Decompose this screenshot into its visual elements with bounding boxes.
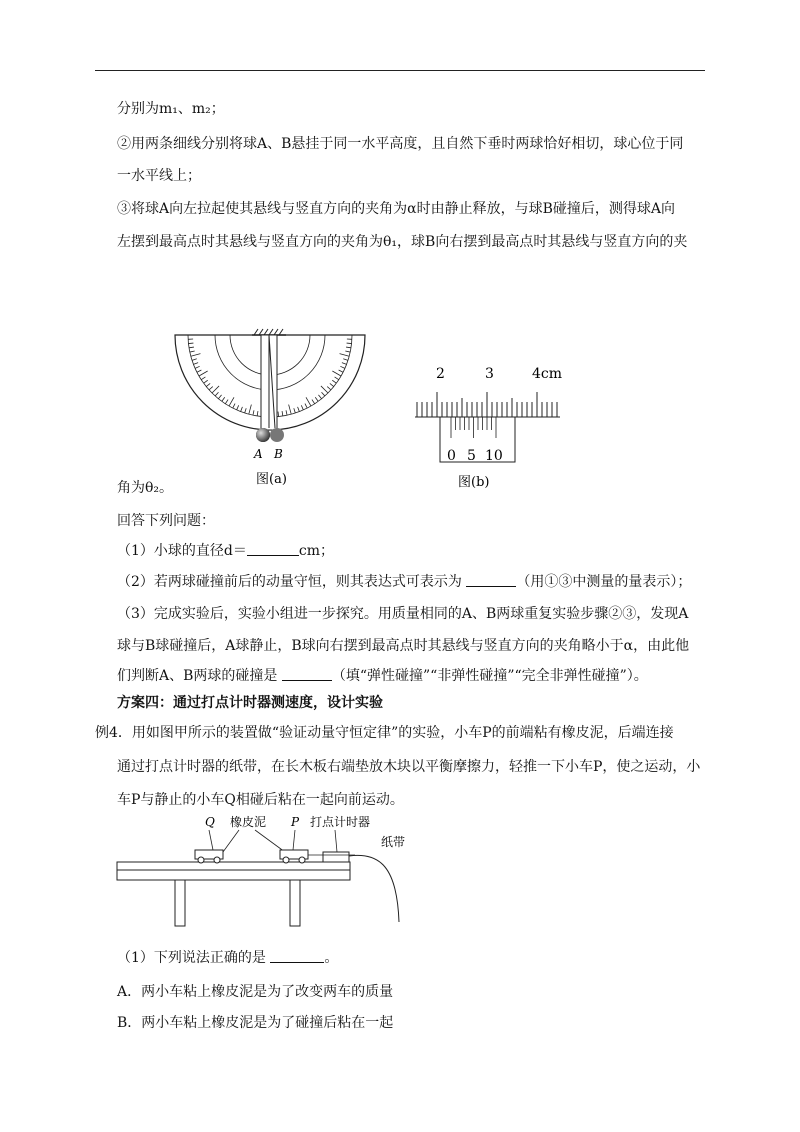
question-3-line-3 bbox=[117, 665, 648, 685]
scale-label-2: 2 bbox=[436, 366, 445, 382]
protractor-tick bbox=[298, 407, 300, 412]
protractor-tick bbox=[192, 359, 197, 361]
example-line-1: 例4．用如图甲所示的装置做“验证动量守恒定律”的实验，小车P的前端粘有橡皮泥，后端连接 bbox=[95, 725, 674, 741]
question-1-pre: （1）小球的直径d＝ bbox=[117, 543, 247, 559]
question-1 bbox=[117, 540, 334, 560]
protractor-tick bbox=[340, 366, 345, 368]
question-2 bbox=[117, 571, 691, 591]
example-line-3: 车P与静止的小车Q相碰后粘在一起向前运动。 bbox=[117, 792, 404, 808]
answer-blank-4[interactable] bbox=[270, 950, 324, 963]
caption-a: 图(a) bbox=[256, 472, 287, 487]
text-line-1: 分别为m₁、m₂； bbox=[117, 101, 225, 117]
text-line-5: 左摆到最高点时其悬线与竖直方向的夹角为θ₁，球B向右摆到最高点时其悬线与竖直方向的夹 bbox=[117, 234, 688, 250]
caption-b: 图(b) bbox=[458, 475, 490, 490]
protractor-tick bbox=[327, 387, 331, 390]
label-b: B bbox=[274, 447, 283, 461]
protractor-tick bbox=[257, 411, 258, 416]
protractor-tick bbox=[347, 343, 352, 344]
protractor-tick bbox=[315, 397, 318, 401]
protractor-tick bbox=[241, 407, 243, 412]
option-a: A．两小车粘上橡皮泥是为了改变两车的质量 bbox=[117, 984, 394, 1000]
protractor-tick bbox=[322, 392, 325, 396]
protractor-tick bbox=[294, 408, 296, 413]
label-p: P bbox=[291, 815, 300, 829]
protractor-tick bbox=[222, 397, 225, 401]
ball-b bbox=[270, 428, 284, 442]
protractor-tick bbox=[339, 370, 343, 372]
protractor-tick bbox=[289, 405, 292, 415]
protractor-tick bbox=[253, 410, 254, 415]
protractor-tick bbox=[245, 408, 247, 413]
option-b: B．两小车粘上橡皮泥是为了碰撞后粘在一起 bbox=[117, 1015, 394, 1031]
figure-a-protractor bbox=[170, 325, 370, 490]
answer-blank-2[interactable] bbox=[466, 574, 516, 587]
protractor-tick bbox=[346, 347, 351, 348]
figure-b-vernier bbox=[410, 362, 570, 492]
protractor-tick bbox=[332, 371, 341, 376]
answer-blank-3[interactable] bbox=[282, 668, 332, 681]
text-line-2: ②用两条细线分别将球A、B悬挂于同一水平高度，且自然下垂时两球恰好相切，球心位于同 bbox=[117, 136, 684, 152]
protractor-tick bbox=[189, 347, 194, 348]
sub-question-1-post: 。 bbox=[324, 950, 339, 966]
header-rule bbox=[95, 70, 705, 71]
protractor-tick bbox=[286, 410, 287, 415]
protractor-tick bbox=[188, 343, 193, 344]
scale-label-3: 3 bbox=[485, 366, 494, 382]
question-3-line-1: （3）完成实验后，实验小组进一步探究。用质量相同的A、B两球重复实验步骤②③，发现A bbox=[117, 606, 689, 622]
protractor-tick bbox=[229, 397, 234, 406]
label-q: Q bbox=[205, 815, 215, 829]
text-line-3: 一水平线上； bbox=[117, 168, 201, 184]
protractor-tick bbox=[225, 400, 228, 404]
label-timer: 打点计时器 bbox=[310, 815, 371, 829]
protractor-tick bbox=[282, 411, 283, 416]
scale-label-4cm: 4cm bbox=[532, 366, 563, 382]
protractor-tick bbox=[212, 386, 219, 393]
protractor-tick bbox=[209, 387, 213, 390]
protractor-tick bbox=[345, 351, 350, 352]
protractor-tick bbox=[191, 354, 201, 357]
protractor-tick bbox=[342, 363, 347, 365]
label-tape: 纸带 bbox=[381, 835, 406, 849]
vernier-label-5: 5 bbox=[467, 448, 476, 464]
protractor-tick bbox=[233, 404, 235, 408]
protractor-tick bbox=[197, 370, 201, 372]
sub-question-1 bbox=[117, 947, 338, 967]
protractor-tick bbox=[193, 363, 198, 365]
sub-question-1-pre: （1）下列说法正确的是 bbox=[117, 950, 271, 966]
question-3-line-2: 球与B球碰撞后，A球静止，B球向右摆到最高点时其悬线与竖直方向的夹角略小于α，由此他 bbox=[117, 638, 690, 654]
example-line-2: 通过打点计时器的纸带，在长木板右端垫放木块以平衡摩擦力，轻推一下小车P，使之运动，小 bbox=[117, 759, 701, 775]
protractor-tick bbox=[218, 395, 221, 399]
question-1-post: cm； bbox=[298, 543, 334, 559]
label-clay: 橡皮泥 bbox=[230, 815, 267, 829]
protractor-tick bbox=[206, 383, 210, 386]
label-a: A bbox=[254, 447, 263, 461]
protractor-tick bbox=[318, 395, 321, 399]
protractor-tick bbox=[190, 351, 195, 352]
angle-line: 角为θ₂。 bbox=[117, 480, 174, 496]
question-3-pre: 们判断A、B两球的碰撞是 bbox=[117, 668, 282, 684]
protractor-tick bbox=[332, 380, 336, 383]
protractor-tick bbox=[312, 400, 315, 404]
question-3-post: （填“弹性碰撞”“非弹性碰撞”“完全非弹性碰撞”）。 bbox=[331, 668, 648, 684]
protractor-tick bbox=[305, 404, 307, 408]
protractor-tick bbox=[237, 405, 239, 410]
answer-blank-1[interactable] bbox=[247, 543, 299, 556]
protractor-tick bbox=[195, 366, 200, 368]
text-line-4: ③将球A向左拉起使其悬线与竖直方向的夹角为α时由静止释放，与球B碰撞后，测得球A向 bbox=[117, 201, 675, 217]
protractor-tick bbox=[306, 397, 311, 406]
protractor-tick bbox=[249, 405, 252, 415]
protractor-tick bbox=[335, 377, 339, 380]
protractor-tick bbox=[330, 383, 334, 386]
section-title: 方案四：通过打点计时器测速度，设计实验 bbox=[117, 695, 383, 711]
vernier-label-0: 0 bbox=[447, 448, 456, 464]
protractor-tick bbox=[199, 371, 208, 376]
question-2-pre: （2）若两球碰撞前后的动量守恒，则其表达式可表示为 bbox=[117, 574, 467, 590]
protractor-tick bbox=[215, 392, 218, 396]
protractor-tick bbox=[201, 377, 205, 380]
answer-prompt: 回答下列问题： bbox=[117, 513, 215, 529]
vernier-label-10: 10 bbox=[485, 448, 503, 464]
protractor-tick bbox=[321, 386, 328, 393]
protractor-tick bbox=[340, 354, 350, 357]
protractor-tick bbox=[343, 359, 348, 361]
question-2-post: （用①③中测量的量表示）； bbox=[516, 574, 692, 590]
protractor-tick bbox=[278, 412, 279, 417]
protractor-tick bbox=[301, 405, 303, 410]
protractor-tick bbox=[204, 380, 208, 383]
figure-cart-setup bbox=[115, 812, 415, 930]
